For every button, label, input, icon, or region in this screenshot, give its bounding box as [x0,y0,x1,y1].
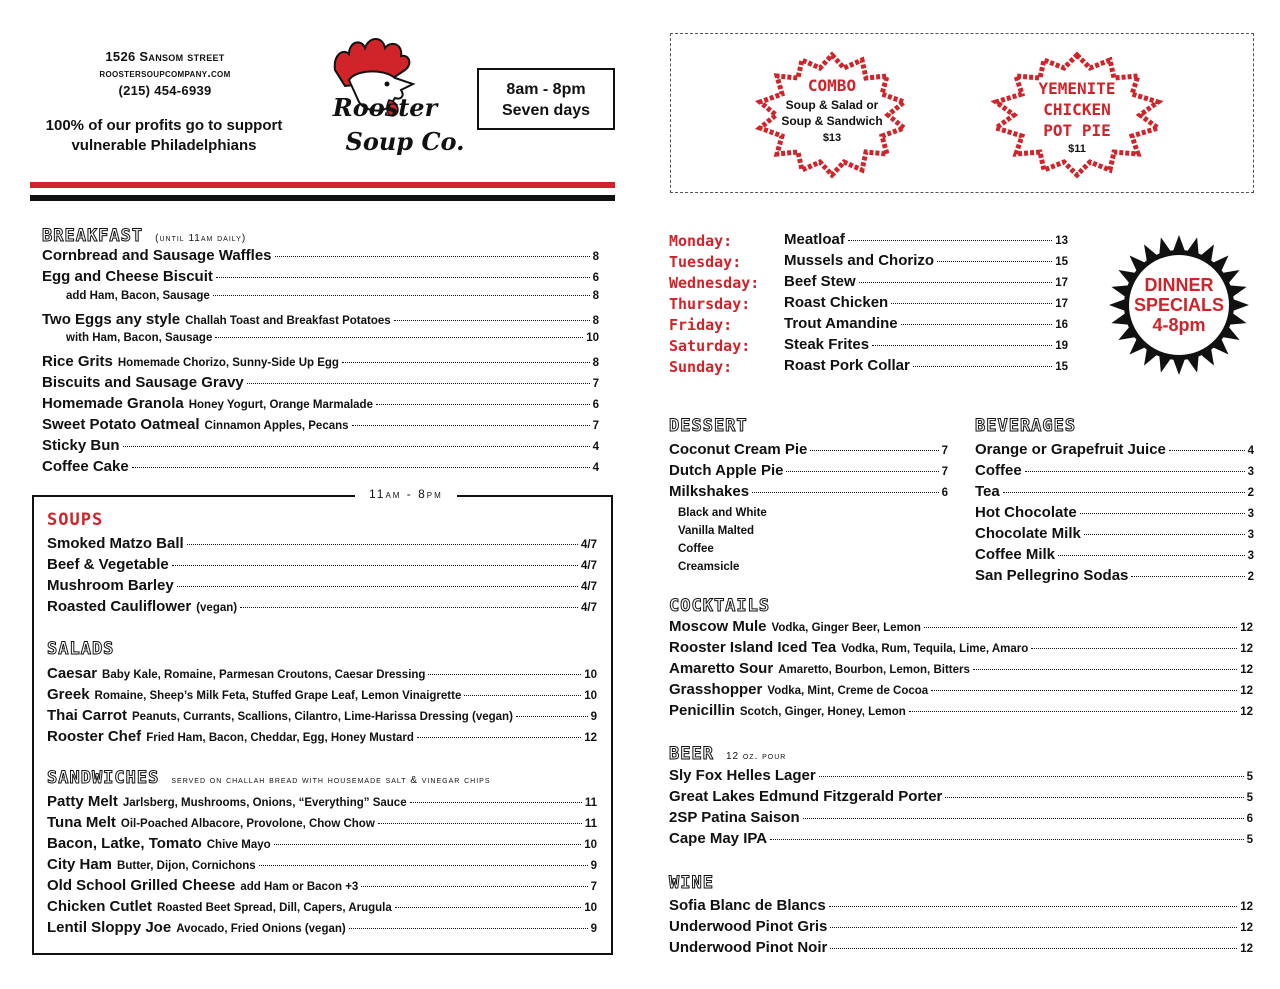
item-price: 10 [584,839,597,851]
leader-dots [259,865,588,866]
item-name: Hot Chocolate [975,504,1077,521]
leader-dots [428,674,581,675]
leader-dots [410,802,582,803]
item-name: Rice Grits [42,353,113,370]
menu-item [975,567,1254,588]
breakfast-heading [42,226,246,246]
leader-dots [803,818,1244,819]
item-price: 9 [590,860,597,872]
item-name: 2SP Patina Saison [669,809,800,826]
day-label: Thursday: [669,295,751,313]
item-name: Grasshopper [669,681,763,698]
menu-item [47,835,597,856]
beer-heading [669,744,786,764]
item-price: 8 [592,315,599,327]
logo-wordmark-line-2: Soup Co. [345,127,465,156]
item-name: Egg and Cheese Biscuit [42,268,213,285]
item-price: 4/7 [581,539,597,551]
beverages-heading: BEVERAGES [975,416,1077,436]
menu-item [669,660,1253,681]
leader-dots [378,823,582,824]
item-name: Greek [47,686,90,703]
item-name: Underwood Pinot Gris [669,918,828,935]
item-price: 3 [1247,466,1254,478]
menu-item [669,639,1253,660]
menu-item [42,311,599,332]
item-desc: Chive Mayo [206,839,271,851]
item-desc: Challah Toast and Breakfast Potatoes [185,315,391,327]
item-price: 12 [1240,622,1253,634]
menu-item [42,247,599,268]
website-link[interactable]: roostersoupcompany.com [99,66,231,80]
leader-dots [342,362,590,363]
item-name: Tea [975,483,1000,500]
item-name: Moscow Mule [669,618,767,635]
item-price: 4/7 [581,560,597,572]
leader-dots [859,282,1053,283]
menu-item [975,441,1254,462]
leader-dots [937,261,1052,262]
menu-item [975,483,1254,504]
item-price: 7 [590,881,597,893]
item-name: Beef & Vegetable [47,556,169,573]
item-desc: Romaine, Sheep’s Milk Feta, Stuffed Grape Leaf, Lemon Vinaigrette [94,690,462,702]
leader-dots [172,565,578,566]
item-name: Caesar [47,665,98,682]
divider-red [30,182,615,188]
leader-dots [464,695,581,696]
leader-dots [819,776,1244,777]
item-price: 11 [584,797,597,809]
item-price: 5 [1246,771,1253,783]
item-desc: (vegan) [196,602,238,614]
leader-dots [216,277,590,278]
menu-item [47,556,597,577]
mission-statement [30,116,298,156]
item-price: 7 [592,420,599,432]
menu-item [42,353,599,374]
item-name: Homemade Granola [42,395,184,412]
item-price: 6 [1246,813,1253,825]
day-label: Monday: [669,232,733,250]
leader-dots [830,927,1237,928]
logo-wordmark-line-1: Rooster [332,93,438,122]
item-price: 5 [1246,792,1253,804]
pot-pie-line-3: POT PIE [1043,121,1111,140]
item-name: Penicillin [669,702,735,719]
item-name: Chocolate Milk [975,525,1081,542]
item-name: San Pellegrino Sodas [975,567,1129,584]
item-name: Cornbread and Sausage Waffles [42,247,272,264]
item-price: 12 [1240,901,1253,913]
menu-item [47,814,597,835]
menu-item [47,728,597,749]
combo-special [772,76,892,147]
item-price: 12 [1240,643,1253,655]
leader-dots [872,345,1052,346]
leader-dots [931,690,1237,691]
menu-item [47,577,597,598]
item-name: Coconut Cream Pie [669,441,808,458]
leader-dots [973,669,1237,670]
item-price: 7 [592,378,599,390]
item-name: Beef Stew [784,273,856,290]
menu-item [669,809,1253,830]
item-desc: Vodka, Rum, Tequila, Lime, Amaro [841,643,1029,655]
breakfast-note: (until 11am daily) [155,233,247,244]
menu-item [47,793,597,814]
leader-dots [924,627,1237,628]
menu-item [47,707,597,728]
day-label: Sunday: [669,358,733,376]
item-desc: Scotch, Ginger, Honey, Lemon [739,706,906,718]
leader-dots [829,906,1237,907]
item-price: 2 [1247,571,1254,583]
combo-line-2: Soup & Sandwich [781,114,883,128]
mission-line-2: vulnerable Philadelphians [71,137,257,154]
item-price: 3 [1247,508,1254,520]
menu-item [42,458,599,479]
item-name: Sly Fox Helles Lager [669,767,816,784]
item-name: add Ham, Bacon, Sausage [66,290,210,302]
menu-item [669,830,1253,851]
menu-item [669,788,1253,809]
menu-item [669,441,948,462]
leader-dots [945,797,1243,798]
item-name: Sofia Blanc de Blancs [669,897,826,914]
item-name: Smoked Matzo Ball [47,535,184,552]
hours-days: Seven days [501,102,591,119]
item-name: Rooster Chef [47,728,142,745]
item-price: 4/7 [581,581,597,593]
beer-note: 12 oz. pour [725,751,787,762]
item-price: 17 [1055,298,1068,310]
leader-dots [177,586,578,587]
menu-item [669,939,1253,960]
item-desc: Jarlsberg, Mushrooms, Onions, “Everything” Sauce [122,797,407,809]
item-name: Coffee Cake [42,458,129,475]
item-desc: Oil-Poached Albacore, Provolone, Chow Chow [120,818,375,830]
hours-range: 8am - 8pm [506,81,586,98]
leader-dots [1080,513,1245,514]
leader-dots [417,737,581,738]
dinner-badge-line-2: SPECIALS [1133,295,1225,315]
menu-item [47,877,597,898]
menu-item [669,462,948,483]
item-price: 15 [1055,361,1068,373]
leader-dots [215,337,583,338]
item-price: 6 [592,272,599,284]
leader-dots [275,256,590,257]
item-name: Roast Chicken [784,294,889,311]
leader-dots [810,450,938,451]
mission-line-1: 100% of our profits go to support [45,117,283,134]
item-name: Steak Frites [784,336,870,353]
daytime-hours-label: 11am - 8pm [355,487,457,501]
leader-dots [361,886,587,887]
hours-box [477,68,615,130]
item-name: Tuna Melt [47,814,116,831]
item-name: Underwood Pinot Noir [669,939,828,956]
item-name: Roast Pork Collar [784,357,910,374]
phone-number[interactable]: (215) 454-6939 [118,83,212,98]
item-name: Orange or Grapefruit Juice [975,441,1166,458]
leader-dots [1025,471,1245,472]
item-name: Coffee Milk [975,546,1056,563]
item-desc: Roasted Beet Spread, Dill, Capers, Arugula [157,902,392,914]
leader-dots [1003,492,1245,493]
item-desc: Baby Kale, Romaine, Parmesan Croutons, Caesar Dressing [102,669,426,681]
item-price: 17 [1055,277,1068,289]
item-name: with Ham, Bacon, Sausage [66,332,213,344]
menu-item [47,919,597,940]
item-name: Meatloaf [784,231,845,248]
item-desc: Vodka, Mint, Creme de Cocoa [767,685,929,697]
item-price: 8 [592,357,599,369]
cocktails-heading: COCKTAILS [669,596,771,616]
item-price: 4 [592,462,599,474]
item-desc: Peanuts, Currants, Scallions, Cilantro, Lime-Harissa Dressing (vegan) [132,711,513,723]
menu-item [669,702,1253,723]
leader-dots [830,948,1237,949]
menu-item [47,598,597,619]
leader-dots [1084,534,1245,535]
item-desc: Fried Ham, Bacon, Cheddar, Egg, Honey Mustard [146,732,414,744]
item-name: Trout Amandine [784,315,898,332]
leader-dots [123,446,590,447]
menu-item-addon [66,332,599,353]
day-label: Tuesday: [669,253,742,271]
dinner-item [784,315,1068,336]
item-price: 19 [1055,340,1068,352]
combo-line-1: Soup & Salad or [785,98,879,112]
leader-dots [913,366,1052,367]
item-desc: Avocado, Fried Onions (vegan) [176,923,346,935]
sandwiches-title: SANDWICHES [47,768,160,788]
salads-heading: SALADS [47,639,115,659]
pot-pie-special [1012,78,1142,157]
leader-dots [187,544,578,545]
dinner-item [784,336,1068,357]
menu-item [42,437,599,458]
menu-item [975,525,1254,546]
combo-title: COMBO [807,76,857,95]
item-name: City Ham [47,856,113,873]
dinner-badge-line-3: 4-8pm [1152,315,1206,335]
menu-item [47,535,597,556]
item-price: 12 [1240,922,1253,934]
leader-dots [132,467,590,468]
menu-item [42,416,599,437]
item-name: Bacon, Latke, Tomato [47,835,202,852]
dinner-item [784,252,1068,273]
item-name: Rooster Island Iced Tea [669,639,837,656]
item-name: Cape May IPA [669,830,768,847]
milkshake-flavor: Vanilla Malted [678,525,755,537]
leader-dots [848,240,1052,241]
leader-dots [770,839,1244,840]
item-name: Biscuits and Sausage Gravy [42,374,244,391]
item-name: Thai Carrot [47,707,128,724]
item-price: 12 [1240,706,1253,718]
item-price: 8 [592,251,599,263]
item-price: 3 [1247,529,1254,541]
dinner-item [784,357,1068,378]
leader-dots [901,324,1053,325]
leader-dots [240,607,578,608]
item-name: Lentil Sloppy Joe [47,919,172,936]
menu-item [669,618,1253,639]
sandwiches-note: served on challah bread with housemade salt & vinegar chips [171,775,491,786]
item-price: 6 [592,399,599,411]
leader-dots [752,492,939,493]
day-label: Friday: [669,316,733,334]
item-desc: Homemade Chorizo, Sunny-Side Up Egg [117,357,339,369]
item-name: Coffee [975,462,1022,479]
item-price: 16 [1055,319,1068,331]
milkshake-flavor: Coffee [678,543,714,555]
item-price: 9 [590,923,597,935]
item-price: 4/7 [581,602,597,614]
street-address: 1526 Sansom street [105,49,225,64]
dinner-badge-text [1129,275,1229,335]
leader-dots [274,844,582,845]
item-price: 5 [1246,834,1253,846]
menu-item [669,918,1253,939]
restaurant-contact [30,48,300,99]
menu-item [669,681,1253,702]
item-name: Mussels and Chorizo [784,252,935,269]
item-price: 8 [592,290,599,302]
milkshake-flavor: Creamsicle [678,561,740,573]
milkshake-flavor: Black and White [678,507,767,519]
beer-title: BEER [669,744,714,764]
dinner-item [784,294,1068,315]
item-price: 12 [1240,664,1253,676]
item-name: Sticky Bun [42,437,120,454]
pot-pie-line-2: CHICKEN [1043,100,1111,119]
divider-black [30,195,615,201]
menu-item-addon [66,290,599,311]
sandwiches-heading [47,768,491,788]
item-price: 4 [1247,445,1254,457]
leader-dots [213,295,590,296]
item-price: 2 [1247,487,1254,499]
item-name: Dutch Apple Pie [669,462,784,479]
item-name: Chicken Cutlet [47,898,153,915]
pot-pie-line-1: YEMENITE [1038,79,1116,98]
menu-item [975,546,1254,567]
menu-item [47,898,597,919]
leader-dots [786,471,938,472]
dinner-item [784,273,1068,294]
day-label: Saturday: [669,337,751,355]
item-price: 7 [941,445,948,457]
menu-item [975,462,1254,483]
item-name: Milkshakes [669,483,750,500]
leader-dots [349,928,588,929]
menu-item [975,504,1254,525]
leader-dots [376,404,590,405]
rooster-logo [305,30,465,162]
dinner-item [784,231,1068,252]
day-label: Wednesday: [669,274,760,292]
item-name: Sweet Potato Oatmeal [42,416,200,433]
leader-dots [1058,555,1245,556]
item-price: 13 [1055,235,1068,247]
item-name: Old School Grilled Cheese [47,877,236,894]
item-name: Amaretto Sour [669,660,774,677]
menu-item [47,665,597,686]
menu-item [669,767,1253,788]
breakfast-title: BREAKFAST [42,226,144,246]
item-name: Mushroom Barley [47,577,174,594]
leader-dots [247,383,590,384]
leader-dots [909,711,1237,712]
item-name: Patty Melt [47,793,118,810]
item-price: 3 [1247,550,1254,562]
soups-heading: SOUPS [47,510,104,530]
menu-item [42,268,599,289]
item-name: Two Eggs any style [42,311,181,328]
leader-dots [395,907,581,908]
menu-item [669,483,948,504]
leader-dots [1169,450,1245,451]
menu-item [669,897,1253,918]
item-price: 7 [941,466,948,478]
item-name: Great Lakes Edmund Fitzgerald Porter [669,788,943,805]
item-price: 12 [584,732,597,744]
menu-item [47,856,597,877]
item-price: 6 [941,487,948,499]
item-price: 10 [584,690,597,702]
leader-dots [891,303,1052,304]
item-desc: Cinnamon Apples, Pecans [204,420,349,432]
item-desc: Butter, Dijon, Cornichons [117,860,256,872]
item-desc: Honey Yogurt, Orange Marmalade [188,399,373,411]
menu-item [42,374,599,395]
item-desc: Amaretto, Bourbon, Lemon, Bitters [778,664,970,676]
item-price: 12 [1240,943,1253,955]
menu-item [47,686,597,707]
item-price: 4 [592,441,599,453]
item-price: 12 [1240,685,1253,697]
item-price: 9 [590,711,597,723]
item-desc: Vodka, Ginger Beer, Lemon [771,622,921,634]
combo-price: $13 [822,132,842,144]
leader-dots [352,425,590,426]
item-desc: add Ham or Bacon +3 [240,881,359,893]
item-name: Roasted Cauliflower [47,598,192,615]
dinner-badge-line-1: DINNER [1144,275,1214,295]
item-price: 10 [584,902,597,914]
item-price: 10 [586,332,599,344]
menu-item [42,395,599,416]
item-price: 11 [584,818,597,830]
dessert-heading: DESSERT [669,416,748,436]
pot-pie-price: $11 [1068,143,1086,155]
leader-dots [394,320,590,321]
leader-dots [1031,648,1237,649]
item-price: 15 [1055,256,1068,268]
leader-dots [1131,576,1244,577]
wine-heading: WINE [669,873,714,893]
item-price: 10 [584,669,597,681]
leader-dots [516,716,588,717]
